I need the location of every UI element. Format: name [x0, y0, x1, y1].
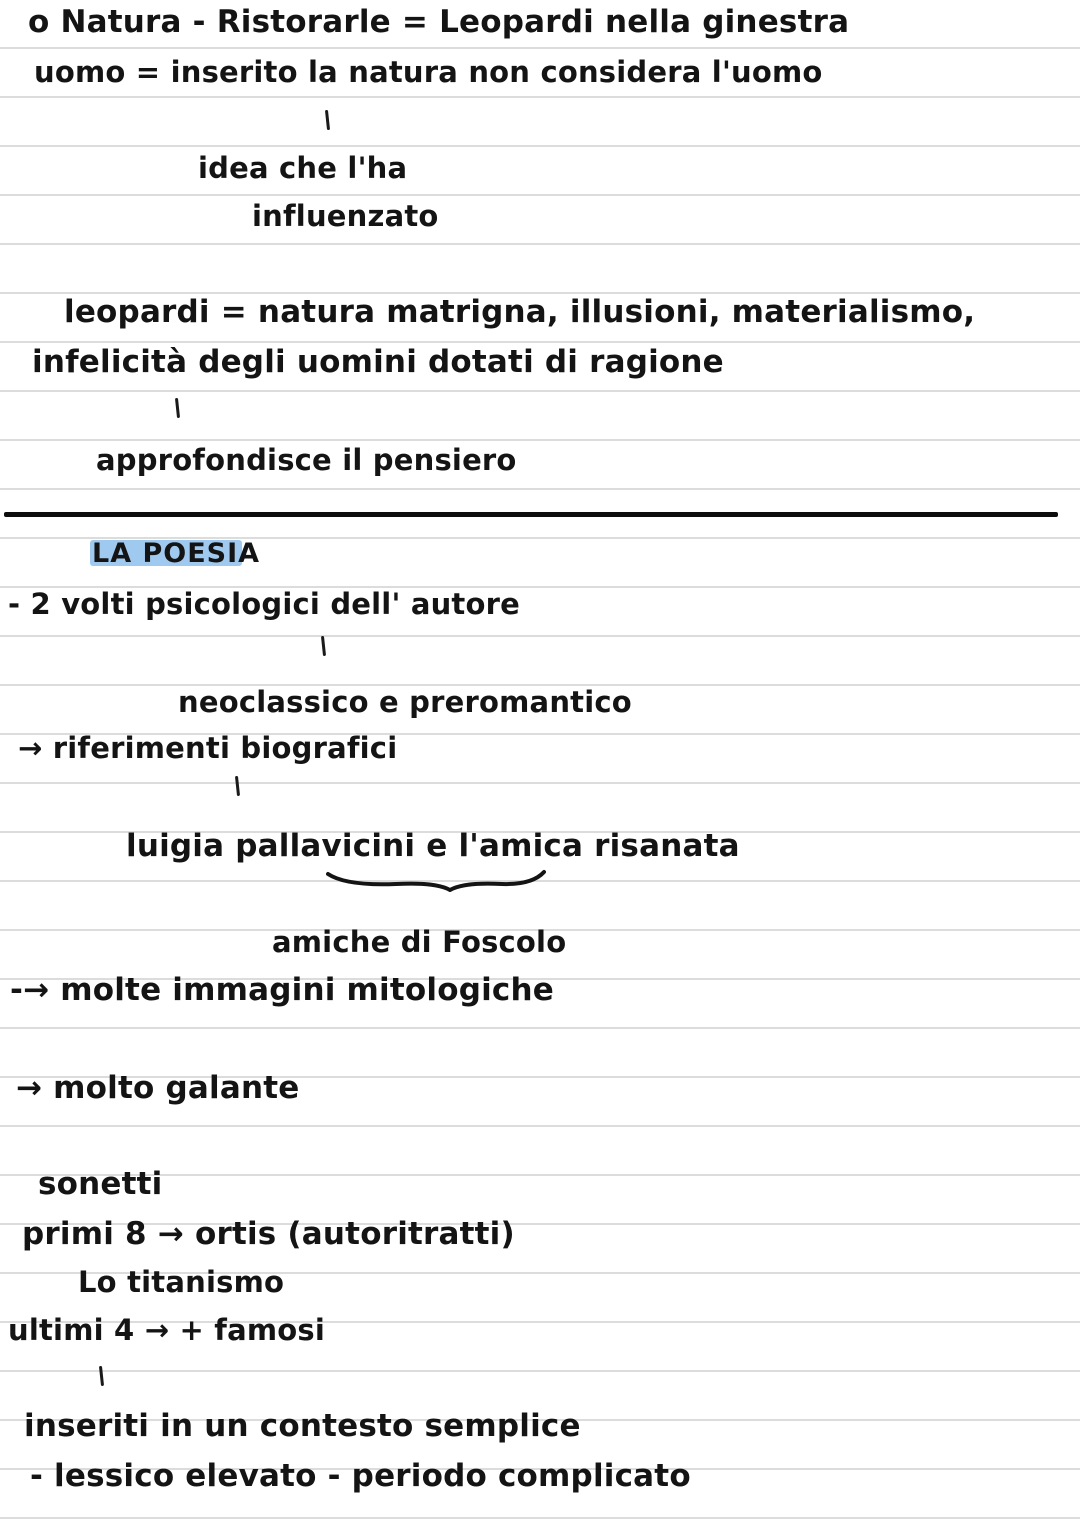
connector-tick	[175, 398, 180, 418]
note-line-volti: - 2 volti psicologici dell' autore	[8, 587, 520, 621]
connector-tick	[325, 110, 330, 130]
note-line-immagini: -→ molte immagini mitologiche	[10, 972, 555, 1008]
connector-tick	[235, 776, 240, 796]
note-line-pallavicini: luigia pallavicini e l'amica risanata	[126, 828, 740, 864]
note-line-idea: idea che l'ha	[198, 151, 408, 185]
note-line-natura-ristorarle: o Natura - Ristorarle = Leopardi nella ginestra	[28, 4, 850, 40]
curly-brace-underline	[326, 868, 546, 892]
note-line-riferimenti: → riferimenti biografici	[18, 731, 398, 765]
section-heading: LA POESIA	[92, 538, 261, 569]
note-line-amiche: amiche di Foscolo	[272, 925, 567, 959]
note-line-inseriti: inseriti in un contesto semplice	[24, 1408, 581, 1444]
note-line-galante: → molto galante	[16, 1070, 300, 1106]
note-line-lessico: - lessico elevato - periodo complicato	[30, 1458, 691, 1494]
connector-tick	[99, 1366, 104, 1386]
note-line-sonetti: sonetti	[38, 1166, 163, 1202]
note-line-leopardi: leopardi = natura matrigna, illusioni, materialismo,	[64, 294, 976, 330]
note-line-neoclassico: neoclassico e preromantico	[178, 685, 632, 719]
note-line-titanismo: Lo titanismo	[78, 1265, 285, 1299]
section-divider	[4, 512, 1058, 517]
note-line-influenzato: influenzato	[252, 199, 439, 233]
note-line-uomo: uomo = inserito la natura non considera l'uomo	[34, 55, 823, 89]
note-line-primi-8: primi 8 → ortis (autoritratti)	[22, 1216, 515, 1252]
note-line-infelicita: infelicità degli uomini dotati di ragione	[32, 344, 724, 380]
note-line-approfondisce: approfondisce il pensiero	[96, 443, 517, 477]
connector-tick	[321, 636, 326, 656]
note-line-ultimi-4: ultimi 4 → + famosi	[8, 1313, 326, 1347]
